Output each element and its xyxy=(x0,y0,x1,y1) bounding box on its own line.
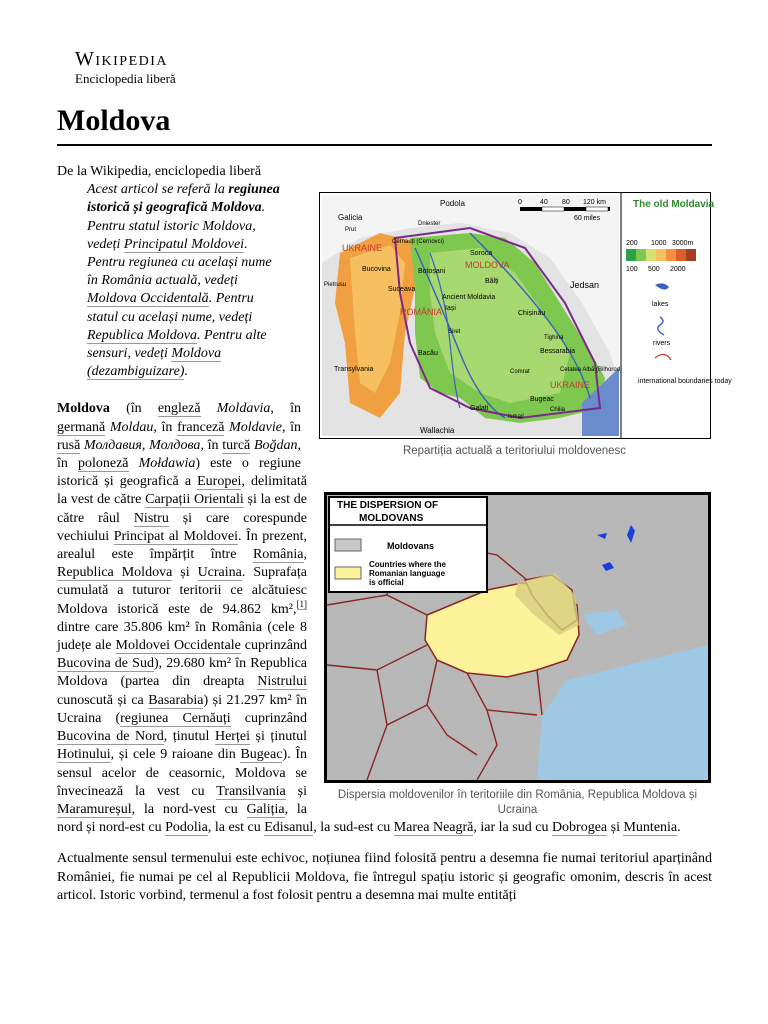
text: , iar la sud cu xyxy=(473,820,552,836)
link-republica-moldova[interactable]: Republica Moldova xyxy=(87,327,198,343)
link-rusa[interactable]: rusă xyxy=(57,437,81,453)
link-franceza[interactable]: franceză xyxy=(177,419,225,435)
text: ). În sensul acelor de ceasornic, Moldova se învecinează la vest cu xyxy=(57,747,308,799)
hatnote-text: . Pentru alte sensuri, vedeți xyxy=(87,327,267,362)
link-moldova-dezambiguizare[interactable]: Moldova (dezambiguizare) xyxy=(87,346,222,380)
link-hertei[interactable]: Herței xyxy=(214,729,250,745)
label-transylvania: Transylvania xyxy=(333,366,373,373)
term-moldavia: Moldavia xyxy=(216,401,271,417)
text: . În prezent, arealul este împărțit între xyxy=(57,528,307,563)
text: dintre care 35.806 km² în România (cele 8 județe ale xyxy=(57,619,307,654)
text: , în xyxy=(153,419,178,435)
page-title: Moldova xyxy=(57,104,712,146)
label-galicia: Galicia xyxy=(337,213,362,222)
link-poloneza[interactable]: poloneză xyxy=(77,456,129,472)
label-chisinau: Chișinău xyxy=(517,310,545,317)
label-moldova: MOLDOVA xyxy=(464,260,509,270)
legend-rivers: rivers xyxy=(652,340,670,347)
label-cernauti: Cernauți (Cernovci) xyxy=(391,239,444,245)
link-principat-al-moldovei[interactable]: Principat al Moldovei xyxy=(113,528,238,544)
legend-boundaries: international boundaries today xyxy=(637,378,732,385)
text: cuprinzând xyxy=(230,710,307,726)
scale-km-1: 40 xyxy=(539,199,548,206)
text: , la nord-vest cu xyxy=(131,801,247,817)
legend-lakes: lakes xyxy=(651,301,668,308)
label-bacau: Bacău xyxy=(417,350,438,357)
text: , în xyxy=(282,419,302,435)
figure-map-old-moldavia xyxy=(317,192,732,459)
text: cunoscută și ca xyxy=(57,692,149,708)
link-podolia[interactable]: Podolia xyxy=(165,820,208,836)
dispersion-map[interactable] xyxy=(324,492,711,783)
label-chilia: Chilia xyxy=(549,407,565,413)
link-maramuresul[interactable]: Maramureșul xyxy=(57,801,132,817)
wordmark-tagline: Enciclopedia liberă xyxy=(75,71,176,86)
text: cuprinzând xyxy=(240,638,307,654)
link-dobrogea[interactable]: Dobrogea xyxy=(551,820,608,836)
text: , în xyxy=(200,437,223,453)
link-marea-neagra[interactable]: Marea Neagră xyxy=(393,820,474,836)
term-bogdan: Boğdan xyxy=(253,437,298,453)
label-dniester: Dniester xyxy=(417,221,440,227)
label-suceava: Suceava xyxy=(387,286,415,293)
text: ) este o regiune istorică și geografică a xyxy=(57,456,301,490)
link-republica-moldova-2[interactable]: Republica Moldova xyxy=(57,565,173,581)
scale-miles: 60 miles xyxy=(573,215,600,222)
label-soroca: Soroca xyxy=(469,250,492,257)
elev-500: 500 xyxy=(647,266,660,273)
text: , la nord și nord-est cu xyxy=(57,801,307,836)
link-principatul-moldovei[interactable]: Principatul Moldovei xyxy=(123,236,245,252)
link-edisanul[interactable]: Edisanul xyxy=(264,820,314,836)
elev-200: 200 xyxy=(625,240,638,247)
link-muntenia[interactable]: Muntenia xyxy=(623,820,678,836)
article-body xyxy=(57,163,732,905)
link-romania[interactable]: România xyxy=(252,547,304,563)
text: și care corespunde vechiului xyxy=(57,510,307,544)
link-engleza[interactable]: engleză xyxy=(157,401,201,417)
elev-3000: 3000m xyxy=(671,240,693,247)
legend-countries: Countries where the Romanian language is official xyxy=(369,560,446,587)
text: , la sud-est cu xyxy=(313,820,394,836)
link-moldovei-occidentale[interactable]: Moldovei Occidentale xyxy=(115,638,241,654)
figure1-caption: Repartiția actuală a teritoriului moldovenesc xyxy=(402,445,627,457)
link-bugeac[interactable]: Bugeac xyxy=(240,747,283,763)
scale-km-0: 0 xyxy=(517,199,522,206)
link-hotinului[interactable]: Hotinului xyxy=(57,747,111,763)
text: (în xyxy=(109,401,158,417)
from-wikipedia: De la Wikipedia, enciclopedia liberă xyxy=(57,164,262,179)
legend-moldovans: Moldovans xyxy=(387,541,435,551)
paragraph-second: Actualmente sensul termenului este echivoc, noțiunea fiind folosită pentru a desemna fie numai teritoriul aparținând României, fie numai pe cel al Republicii Moldova, fie întregul spațiu istoric și geografic omonim, descris în acest articol. Istoric vorbind, termenul a fost folosit pentru a desemna mai multe entități xyxy=(57,851,712,903)
term-moldau: Moldau xyxy=(109,419,154,435)
text: , și cele 9 raioane din xyxy=(110,747,241,763)
label-comrat: Comrat xyxy=(509,369,530,375)
text: și la est de către râul xyxy=(57,492,308,526)
label-bucovina: Bucovina xyxy=(361,266,391,273)
text: și xyxy=(285,783,308,799)
label-romania: ROMÂNIA xyxy=(399,307,442,317)
label-galati: Galați xyxy=(469,405,488,412)
label-botosani: Botoșani xyxy=(417,268,445,275)
term-moldawia: Mołdawia xyxy=(138,456,196,472)
text: , la est cu xyxy=(207,820,265,836)
link-germana[interactable]: germană xyxy=(57,419,106,435)
term-moldavie: Moldavie xyxy=(229,419,282,435)
hatnote xyxy=(87,181,283,381)
link-nistrului[interactable]: Nistrului xyxy=(257,674,307,690)
label-bugeac: Bugeac xyxy=(529,396,554,403)
link-transilvania[interactable]: Transilvania xyxy=(216,783,286,799)
link-regiunea-cernauti[interactable]: regiunea Cernăuți xyxy=(120,710,231,726)
label-wallachia: Wallachia xyxy=(419,426,454,435)
link-galitia[interactable]: Galiția xyxy=(246,801,285,817)
term-russian: Молдавия, Молдова xyxy=(84,437,201,453)
text: și xyxy=(172,565,198,581)
text: , ținutul xyxy=(163,729,215,745)
label-pietrusu: Pietrusu xyxy=(323,282,346,288)
label-cetatea-alba: Cetatea Albă (Bilhorod) xyxy=(559,367,622,373)
hatnote-bold: regiunea istorică și geografică Moldova xyxy=(87,182,280,216)
elev-1000: 1000 xyxy=(650,240,667,247)
hatnote-text: . xyxy=(184,364,188,380)
text: și xyxy=(607,820,624,836)
label-tighina: Tighina xyxy=(543,335,563,341)
text xyxy=(201,401,217,416)
text: ) și 21.297 km² în Ucraina ( xyxy=(57,692,307,726)
hatnote-text: Acest articol se referă la xyxy=(87,182,229,198)
link-moldova-occidentala[interactable]: Moldova Occidentală xyxy=(87,291,209,307)
text: . Suprafața cumulată a tuturor teritorii ce alcătuiesc Moldova istorică este de 94.862 km², xyxy=(57,565,307,617)
text: , delimitată la vest de către xyxy=(57,474,308,508)
text: , în xyxy=(57,437,302,472)
label-ukraine-north: UKRAINE xyxy=(341,243,382,253)
label-ancient-moldavia: Ancient Moldavia xyxy=(441,294,495,301)
text: , xyxy=(303,547,307,563)
link-ucraina[interactable]: Ucraina xyxy=(197,565,242,581)
label-ukraine-south: UKRAINE xyxy=(549,380,590,390)
link-turca[interactable]: turcă xyxy=(222,437,251,453)
label-ismail: Ismail xyxy=(507,414,524,420)
legend-title: The old Moldavia xyxy=(632,199,714,210)
legend-dispersion-title: THE DISPERSION OF MOLDOVANS xyxy=(337,500,439,524)
text: , în xyxy=(270,401,301,417)
elev-100: 100 xyxy=(625,266,638,273)
reference-1[interactable]: [1] xyxy=(296,599,307,610)
text: . xyxy=(677,820,681,836)
label-podola: Podola xyxy=(439,199,465,208)
text xyxy=(129,456,139,471)
hatnote-text: . Pentru statul istoric Moldova, vedeți xyxy=(87,200,266,252)
text: ), 29.680 km² în Republica Moldova (partea din dreapta xyxy=(57,656,307,690)
link-bucovina-de-nord[interactable]: Bucovina de Nord xyxy=(57,729,164,745)
hatnote-text: . Pentru statul cu același nume, vedeți xyxy=(87,291,254,325)
link-europei[interactable]: Europei xyxy=(197,474,242,490)
scale-km-3: 120 km xyxy=(582,199,606,206)
old-moldavia-map[interactable] xyxy=(319,192,732,439)
hatnote-text: . Pentru regiunea cu același nume în România actuală, vedeți xyxy=(87,236,272,289)
label-balti: Bălți xyxy=(484,278,499,285)
text: și ținutul xyxy=(249,729,307,745)
label-jedsan: Jedsan xyxy=(569,280,599,290)
link-bucovina-de-sud[interactable]: Bucovina de Sud xyxy=(57,656,154,672)
link-nistru[interactable]: Nistru xyxy=(133,510,169,526)
figure-dispersion-map xyxy=(323,492,712,818)
figure2-caption: Dispersia moldovenilor în teritoriile din România, Republica Moldova și Ucraina xyxy=(337,789,698,816)
label-iasi: Iași xyxy=(444,305,456,312)
label-bessarabia: Bessarabia xyxy=(539,348,575,355)
link-basarabia[interactable]: Basarabia xyxy=(148,692,204,708)
label-siret: Siret xyxy=(447,329,460,335)
term-moldova: Moldova xyxy=(57,401,110,417)
wikipedia-wordmark[interactable] xyxy=(75,48,176,86)
scale-km-2: 80 xyxy=(561,199,570,206)
wordmark-title: Wikipedia xyxy=(75,48,169,70)
elev-2000: 2000 xyxy=(669,266,686,273)
link-carpatii-orientali[interactable]: Carpații Orientali xyxy=(145,492,244,508)
label-prut: Prut xyxy=(344,227,356,233)
